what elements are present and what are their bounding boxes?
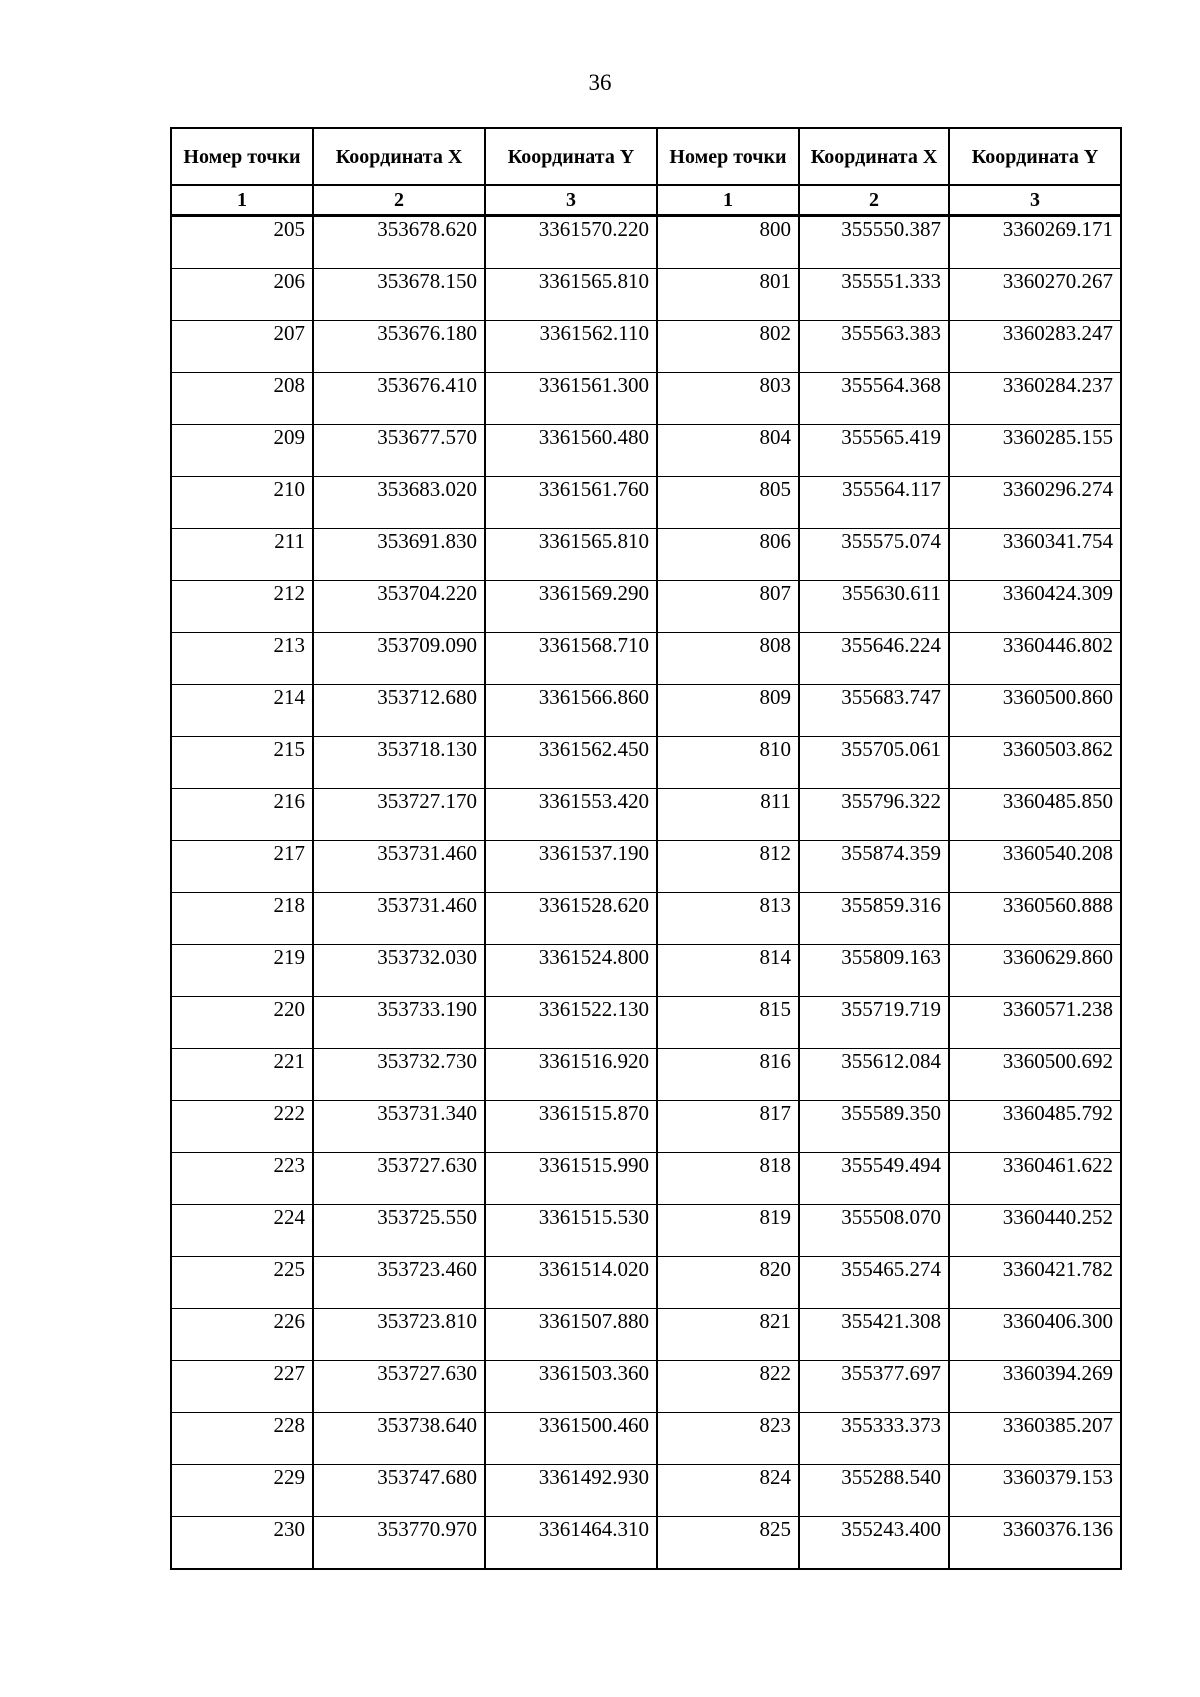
point-number-cell: 817 xyxy=(657,1101,799,1153)
table-row xyxy=(171,945,1121,997)
point-number-cell: 207 xyxy=(171,321,313,373)
coordinate-y-cell: 3361565.810 xyxy=(485,529,657,581)
point-number-cell: 216 xyxy=(171,789,313,841)
coordinate-y-cell: 3360270.267 xyxy=(949,269,1121,321)
point-number-cell: 802 xyxy=(657,321,799,373)
point-number-cell: 823 xyxy=(657,1413,799,1465)
point-number-cell: 800 xyxy=(657,216,799,269)
coordinate-y-cell: 3361507.880 xyxy=(485,1309,657,1361)
table-row xyxy=(171,1361,1121,1413)
coordinate-x-cell: 353676.180 xyxy=(313,321,485,373)
coordinate-x-cell: 353731.460 xyxy=(313,841,485,893)
coordinate-x-cell: 355564.117 xyxy=(799,477,949,529)
table-row xyxy=(171,737,1121,789)
coordinate-y-cell: 3361565.810 xyxy=(485,269,657,321)
coordinate-x-cell: 353677.570 xyxy=(313,425,485,477)
point-number-cell: 806 xyxy=(657,529,799,581)
coordinate-y-cell: 3360440.252 xyxy=(949,1205,1121,1257)
column-header-point-number: Номер точки xyxy=(657,128,799,185)
table-row xyxy=(171,321,1121,373)
column-index: 3 xyxy=(949,185,1121,216)
point-number-cell: 213 xyxy=(171,633,313,685)
point-number-cell: 811 xyxy=(657,789,799,841)
point-number-cell: 214 xyxy=(171,685,313,737)
coordinate-x-cell: 355550.387 xyxy=(799,216,949,269)
coordinate-y-cell: 3360485.792 xyxy=(949,1101,1121,1153)
point-number-cell: 230 xyxy=(171,1517,313,1570)
point-number-cell: 813 xyxy=(657,893,799,945)
table-row xyxy=(171,1413,1121,1465)
coordinate-y-cell: 3360485.850 xyxy=(949,789,1121,841)
coordinate-x-cell: 355719.719 xyxy=(799,997,949,1049)
coordinate-x-cell: 355859.316 xyxy=(799,893,949,945)
point-number-cell: 222 xyxy=(171,1101,313,1153)
point-number-cell: 809 xyxy=(657,685,799,737)
coordinate-x-cell: 353732.730 xyxy=(313,1049,485,1101)
coordinate-y-cell: 3361570.220 xyxy=(485,216,657,269)
table-row xyxy=(171,1309,1121,1361)
coordinate-x-cell: 353723.460 xyxy=(313,1257,485,1309)
coordinate-x-cell: 355796.322 xyxy=(799,789,949,841)
table-row xyxy=(171,216,1121,269)
coordinate-y-cell: 3360296.274 xyxy=(949,477,1121,529)
coordinate-x-cell: 353732.030 xyxy=(313,945,485,997)
coordinate-x-cell: 355564.368 xyxy=(799,373,949,425)
coordinate-y-cell: 3361503.360 xyxy=(485,1361,657,1413)
coordinate-x-cell: 353733.190 xyxy=(313,997,485,1049)
point-number-cell: 226 xyxy=(171,1309,313,1361)
point-number-cell: 812 xyxy=(657,841,799,893)
point-number-cell: 210 xyxy=(171,477,313,529)
coordinate-x-cell: 353723.810 xyxy=(313,1309,485,1361)
point-number-cell: 808 xyxy=(657,633,799,685)
coordinate-x-cell: 353770.970 xyxy=(313,1517,485,1570)
coordinate-y-cell: 3360500.860 xyxy=(949,685,1121,737)
coordinate-x-cell: 355705.061 xyxy=(799,737,949,789)
coordinate-y-cell: 3361522.130 xyxy=(485,997,657,1049)
point-number-cell: 225 xyxy=(171,1257,313,1309)
coordinate-y-cell: 3361514.020 xyxy=(485,1257,657,1309)
coordinate-x-cell: 353731.340 xyxy=(313,1101,485,1153)
coordinate-y-cell: 3361515.990 xyxy=(485,1153,657,1205)
coordinate-y-cell: 3361562.110 xyxy=(485,321,657,373)
coordinate-y-cell: 3360446.802 xyxy=(949,633,1121,685)
coordinate-y-cell: 3360341.754 xyxy=(949,529,1121,581)
coordinate-y-cell: 3360540.208 xyxy=(949,841,1121,893)
coordinate-y-cell: 3361562.450 xyxy=(485,737,657,789)
table-row xyxy=(171,269,1121,321)
column-index: 1 xyxy=(171,185,313,216)
point-number-cell: 209 xyxy=(171,425,313,477)
coordinate-x-cell: 353709.090 xyxy=(313,633,485,685)
point-number-cell: 219 xyxy=(171,945,313,997)
coordinate-x-cell: 353738.640 xyxy=(313,1413,485,1465)
point-number-cell: 816 xyxy=(657,1049,799,1101)
coordinate-x-cell: 355551.333 xyxy=(799,269,949,321)
point-number-cell: 227 xyxy=(171,1361,313,1413)
point-number-cell: 822 xyxy=(657,1361,799,1413)
page-number: 36 xyxy=(588,70,612,95)
coordinate-y-cell: 3360285.155 xyxy=(949,425,1121,477)
coordinate-x-cell: 355563.383 xyxy=(799,321,949,373)
coordinate-x-cell: 355333.373 xyxy=(799,1413,949,1465)
coordinate-y-cell: 3360394.269 xyxy=(949,1361,1121,1413)
coordinate-x-cell: 355549.494 xyxy=(799,1153,949,1205)
table-body xyxy=(171,216,1121,1570)
point-number-cell: 211 xyxy=(171,529,313,581)
column-index-row xyxy=(171,185,1121,216)
coordinate-y-cell: 3360424.309 xyxy=(949,581,1121,633)
point-number-cell: 821 xyxy=(657,1309,799,1361)
point-number-cell: 229 xyxy=(171,1465,313,1517)
table-row xyxy=(171,1153,1121,1205)
column-header-point-number: Номер точки xyxy=(171,128,313,185)
table-row xyxy=(171,529,1121,581)
table-row xyxy=(171,841,1121,893)
coordinate-y-cell: 3361516.920 xyxy=(485,1049,657,1101)
coordinate-y-cell: 3361553.420 xyxy=(485,789,657,841)
point-number-cell: 825 xyxy=(657,1517,799,1570)
coordinate-y-cell: 3360376.136 xyxy=(949,1517,1121,1570)
table-row xyxy=(171,1049,1121,1101)
coordinate-x-cell: 353712.680 xyxy=(313,685,485,737)
point-number-cell: 215 xyxy=(171,737,313,789)
point-number-cell: 224 xyxy=(171,1205,313,1257)
table-row xyxy=(171,373,1121,425)
coordinate-x-cell: 355646.224 xyxy=(799,633,949,685)
coordinate-x-cell: 353691.830 xyxy=(313,529,485,581)
point-number-cell: 815 xyxy=(657,997,799,1049)
coordinate-x-cell: 355630.611 xyxy=(799,581,949,633)
point-number-cell: 221 xyxy=(171,1049,313,1101)
coordinate-x-cell: 355377.697 xyxy=(799,1361,949,1413)
point-number-cell: 223 xyxy=(171,1153,313,1205)
point-number-cell: 804 xyxy=(657,425,799,477)
point-number-cell: 206 xyxy=(171,269,313,321)
coordinate-y-cell: 3361500.460 xyxy=(485,1413,657,1465)
table-row xyxy=(171,789,1121,841)
column-header-coordinate-x: Координата X xyxy=(799,128,949,185)
coordinate-y-cell: 3361524.800 xyxy=(485,945,657,997)
point-number-cell: 220 xyxy=(171,997,313,1049)
point-number-cell: 803 xyxy=(657,373,799,425)
table-row xyxy=(171,581,1121,633)
point-number-cell: 805 xyxy=(657,477,799,529)
point-number-cell: 212 xyxy=(171,581,313,633)
coordinate-x-cell: 353727.630 xyxy=(313,1153,485,1205)
table-row xyxy=(171,633,1121,685)
table-row xyxy=(171,425,1121,477)
column-index: 1 xyxy=(657,185,799,216)
coordinate-y-cell: 3360269.171 xyxy=(949,216,1121,269)
coordinate-y-cell: 3361464.310 xyxy=(485,1517,657,1570)
point-number-cell: 820 xyxy=(657,1257,799,1309)
coordinate-y-cell: 3361515.530 xyxy=(485,1205,657,1257)
coordinate-y-cell: 3361528.620 xyxy=(485,893,657,945)
coordinate-x-cell: 355612.084 xyxy=(799,1049,949,1101)
point-number-cell: 810 xyxy=(657,737,799,789)
coordinate-x-cell: 355288.540 xyxy=(799,1465,949,1517)
coordinate-x-cell: 353676.410 xyxy=(313,373,485,425)
coordinate-x-cell: 355575.074 xyxy=(799,529,949,581)
coordinate-x-cell: 353727.170 xyxy=(313,789,485,841)
coordinate-y-cell: 3360560.888 xyxy=(949,893,1121,945)
coordinate-x-cell: 353704.220 xyxy=(313,581,485,633)
coordinate-y-cell: 3361560.480 xyxy=(485,425,657,477)
coordinate-x-cell: 355565.419 xyxy=(799,425,949,477)
column-header-coordinate-y: Координата Y xyxy=(949,128,1121,185)
coordinate-y-cell: 3360283.247 xyxy=(949,321,1121,373)
coordinate-x-cell: 355874.359 xyxy=(799,841,949,893)
table-row xyxy=(171,1517,1121,1570)
table-row xyxy=(171,1257,1121,1309)
coordinate-x-cell: 355683.747 xyxy=(799,685,949,737)
coordinate-y-cell: 3361569.290 xyxy=(485,581,657,633)
table-row xyxy=(171,1205,1121,1257)
coordinate-y-cell: 3361561.760 xyxy=(485,477,657,529)
point-number-cell: 217 xyxy=(171,841,313,893)
coordinate-x-cell: 353727.630 xyxy=(313,1361,485,1413)
header-row xyxy=(171,128,1121,185)
coordinate-y-cell: 3360379.153 xyxy=(949,1465,1121,1517)
coordinate-x-cell: 355508.070 xyxy=(799,1205,949,1257)
coordinate-y-cell: 3361537.190 xyxy=(485,841,657,893)
coordinate-x-cell: 353731.460 xyxy=(313,893,485,945)
point-number-cell: 818 xyxy=(657,1153,799,1205)
coordinate-y-cell: 3360385.207 xyxy=(949,1413,1121,1465)
coordinate-x-cell: 353678.150 xyxy=(313,269,485,321)
table-row xyxy=(171,997,1121,1049)
table-row xyxy=(171,685,1121,737)
point-number-cell: 208 xyxy=(171,373,313,425)
column-index: 2 xyxy=(799,185,949,216)
coordinate-y-cell: 3360284.237 xyxy=(949,373,1121,425)
coordinate-y-cell: 3360406.300 xyxy=(949,1309,1121,1361)
coordinate-y-cell: 3361561.300 xyxy=(485,373,657,425)
coordinate-y-cell: 3361515.870 xyxy=(485,1101,657,1153)
point-number-cell: 218 xyxy=(171,893,313,945)
point-number-cell: 228 xyxy=(171,1413,313,1465)
coordinate-x-cell: 355809.163 xyxy=(799,945,949,997)
coordinate-y-cell: 3360421.782 xyxy=(949,1257,1121,1309)
coordinate-y-cell: 3360461.622 xyxy=(949,1153,1121,1205)
table-row xyxy=(171,893,1121,945)
coordinate-x-cell: 355465.274 xyxy=(799,1257,949,1309)
column-header-coordinate-x: Координата X xyxy=(313,128,485,185)
coordinate-x-cell: 353725.550 xyxy=(313,1205,485,1257)
coordinate-x-cell: 353678.620 xyxy=(313,216,485,269)
coordinate-x-cell: 353718.130 xyxy=(313,737,485,789)
coordinate-x-cell: 355243.400 xyxy=(799,1517,949,1570)
coordinate-y-cell: 3361492.930 xyxy=(485,1465,657,1517)
table-row xyxy=(171,1465,1121,1517)
point-number-cell: 814 xyxy=(657,945,799,997)
coordinates-table xyxy=(170,127,1122,1570)
coordinate-x-cell: 353747.680 xyxy=(313,1465,485,1517)
point-number-cell: 824 xyxy=(657,1465,799,1517)
coordinate-y-cell: 3360503.862 xyxy=(949,737,1121,789)
coordinate-y-cell: 3360500.692 xyxy=(949,1049,1121,1101)
point-number-cell: 819 xyxy=(657,1205,799,1257)
coordinate-y-cell: 3360629.860 xyxy=(949,945,1121,997)
point-number-cell: 807 xyxy=(657,581,799,633)
table-row xyxy=(171,1101,1121,1153)
coordinate-x-cell: 355421.308 xyxy=(799,1309,949,1361)
coordinate-y-cell: 3361566.860 xyxy=(485,685,657,737)
column-header-coordinate-y: Координата Y xyxy=(485,128,657,185)
coordinate-x-cell: 353683.020 xyxy=(313,477,485,529)
column-index: 2 xyxy=(313,185,485,216)
coordinate-y-cell: 3361568.710 xyxy=(485,633,657,685)
table-row xyxy=(171,477,1121,529)
coordinate-y-cell: 3360571.238 xyxy=(949,997,1121,1049)
point-number-cell: 205 xyxy=(171,216,313,269)
column-index: 3 xyxy=(485,185,657,216)
point-number-cell: 801 xyxy=(657,269,799,321)
coordinate-x-cell: 355589.350 xyxy=(799,1101,949,1153)
